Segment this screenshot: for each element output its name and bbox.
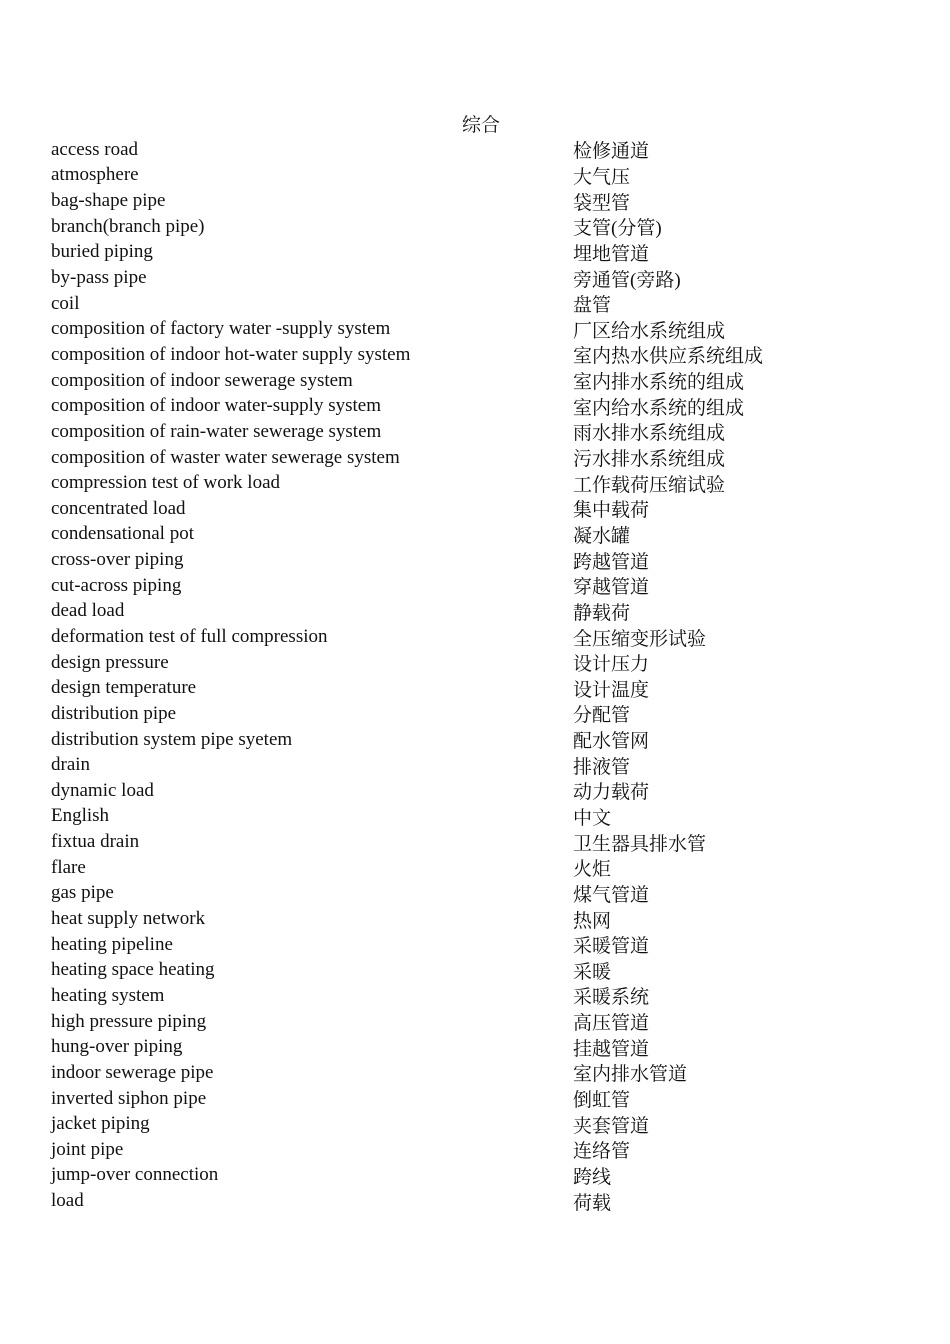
glossary-row xyxy=(51,958,911,984)
chinese-term: 盘管 xyxy=(573,295,612,317)
chinese-term: 采暖 xyxy=(573,961,612,983)
english-term: joint pipe xyxy=(51,1138,124,1160)
english-term: hung-over piping xyxy=(51,1036,183,1058)
glossary-row xyxy=(51,419,911,445)
glossary-row xyxy=(51,188,911,214)
english-term: deformation test of full compression xyxy=(51,625,328,647)
chinese-term: 旁通管(旁路) xyxy=(573,269,681,291)
chinese-term: 跨越管道 xyxy=(573,551,650,573)
chinese-term: 设计压力 xyxy=(573,654,650,676)
page-title: 综合 xyxy=(461,115,500,136)
glossary-row xyxy=(51,1009,911,1035)
glossary-row xyxy=(51,445,911,471)
glossary-list xyxy=(51,137,911,1214)
glossary-row xyxy=(51,1086,911,1112)
chinese-term: 卫生器具排水管 xyxy=(573,833,707,855)
chinese-term: 凝水罐 xyxy=(573,525,631,547)
chinese-term: 煤气管道 xyxy=(573,884,650,906)
chinese-term: 排液管 xyxy=(573,756,631,778)
glossary-row xyxy=(51,624,911,650)
english-term: English xyxy=(51,805,110,827)
chinese-term: 工作载荷压缩试验 xyxy=(573,474,726,496)
glossary-row xyxy=(51,727,911,753)
english-term: branch(branch pipe) xyxy=(51,215,205,237)
english-term: compression test of work load xyxy=(51,472,281,494)
glossary-row xyxy=(51,1163,911,1189)
chinese-term: 倒虹管 xyxy=(573,1090,631,1112)
english-term: composition of indoor hot-water supply system xyxy=(51,343,411,365)
glossary-row xyxy=(51,163,911,189)
english-term: jacket piping xyxy=(51,1113,150,1135)
glossary-row xyxy=(51,547,911,573)
english-term: indoor sewerage pipe xyxy=(51,1061,214,1083)
english-term: cross-over piping xyxy=(51,549,184,571)
chinese-term: 大气压 xyxy=(573,166,631,188)
english-term: design pressure xyxy=(51,651,169,673)
chinese-term: 集中载荷 xyxy=(573,500,650,522)
glossary-row xyxy=(51,1188,911,1214)
chinese-term: 室内排水系统的组成 xyxy=(573,372,745,394)
chinese-term: 袋型管 xyxy=(573,192,631,214)
english-term: heating space heating xyxy=(51,959,215,981)
glossary-row xyxy=(51,496,911,522)
glossary-row xyxy=(51,983,911,1009)
chinese-term: 埋地管道 xyxy=(573,243,650,265)
english-term: condensational pot xyxy=(51,523,194,545)
glossary-row xyxy=(51,1137,911,1163)
chinese-term: 污水排水系统组成 xyxy=(573,449,726,471)
english-term: buried piping xyxy=(51,241,153,263)
english-term: bag-shape pipe xyxy=(51,190,166,212)
english-term: drain xyxy=(51,754,91,776)
glossary-row xyxy=(51,1060,911,1086)
glossary-row xyxy=(51,752,911,778)
chinese-term: 采暖系统 xyxy=(573,987,650,1009)
english-term: coil xyxy=(51,292,80,314)
glossary-row xyxy=(51,1111,911,1137)
english-term: flare xyxy=(51,856,86,878)
chinese-term: 穿越管道 xyxy=(573,577,650,599)
english-term: atmosphere xyxy=(51,164,139,186)
english-term: jump-over connection xyxy=(51,1164,219,1186)
english-term: composition of waster water sewerage system xyxy=(51,446,400,468)
chinese-term: 荷载 xyxy=(573,1192,612,1214)
chinese-term: 夹套管道 xyxy=(573,1115,650,1137)
glossary-row xyxy=(51,804,911,830)
glossary-row xyxy=(51,470,911,496)
chinese-term: 设计温度 xyxy=(573,679,650,701)
english-term: composition of factory water -supply system xyxy=(51,318,391,340)
chinese-term: 采暖管道 xyxy=(573,936,650,958)
english-term: access road xyxy=(51,138,139,160)
glossary-row xyxy=(51,137,911,163)
chinese-term: 连络管 xyxy=(573,1141,631,1163)
glossary-row xyxy=(51,778,911,804)
glossary-row xyxy=(51,599,911,625)
glossary-row xyxy=(51,573,911,599)
english-term: cut-across piping xyxy=(51,574,182,596)
chinese-term: 跨线 xyxy=(573,1166,612,1188)
chinese-term: 高压管道 xyxy=(573,1013,650,1035)
glossary-row xyxy=(51,342,911,368)
english-term: concentrated load xyxy=(51,497,186,519)
glossary-row xyxy=(51,675,911,701)
chinese-term: 室内给水系统的组成 xyxy=(573,397,745,419)
glossary-row xyxy=(51,906,911,932)
english-term: distribution pipe xyxy=(51,702,177,724)
english-term: distribution system pipe syetem xyxy=(51,728,293,750)
english-term: gas pipe xyxy=(51,882,114,904)
english-term: dead load xyxy=(51,600,125,622)
glossary-row xyxy=(51,214,911,240)
english-term: heat supply network xyxy=(51,908,206,930)
english-term: heating pipeline xyxy=(51,933,173,955)
chinese-term: 热网 xyxy=(573,910,612,932)
english-term: dynamic load xyxy=(51,779,154,801)
glossary-row xyxy=(51,1034,911,1060)
english-term: by-pass pipe xyxy=(51,267,147,289)
english-term: high pressure piping xyxy=(51,1010,207,1032)
chinese-term: 配水管网 xyxy=(573,731,650,753)
glossary-row xyxy=(51,881,911,907)
glossary-row xyxy=(51,932,911,958)
chinese-term: 厂区给水系统组成 xyxy=(573,320,726,342)
english-term: composition of indoor water-supply system xyxy=(51,395,381,417)
glossary-row xyxy=(51,316,911,342)
glossary-row xyxy=(51,701,911,727)
english-term: fixtua drain xyxy=(51,831,140,853)
glossary-row xyxy=(51,291,911,317)
glossary-row xyxy=(51,522,911,548)
glossary-row xyxy=(51,240,911,266)
chinese-term: 检修通道 xyxy=(573,141,650,163)
glossary-row xyxy=(51,265,911,291)
chinese-term: 支管(分管) xyxy=(573,218,662,240)
english-term: inverted siphon pipe xyxy=(51,1087,207,1109)
english-term: load xyxy=(51,1190,84,1212)
glossary-row xyxy=(51,650,911,676)
english-term: design temperature xyxy=(51,677,197,699)
chinese-term: 全压缩变形试验 xyxy=(573,628,707,650)
chinese-term: 动力载荷 xyxy=(573,782,650,804)
glossary-row xyxy=(51,829,911,855)
chinese-term: 中文 xyxy=(573,807,612,829)
english-term: heating system xyxy=(51,984,165,1006)
english-term: composition of rain-water sewerage system xyxy=(51,420,382,442)
chinese-term: 雨水排水系统组成 xyxy=(573,423,726,445)
chinese-term: 室内热水供应系统组成 xyxy=(573,346,764,368)
glossary-row xyxy=(51,368,911,394)
chinese-term: 静载荷 xyxy=(573,602,631,624)
chinese-term: 火炬 xyxy=(573,859,612,881)
english-term: composition of indoor sewerage system xyxy=(51,369,353,391)
chinese-term: 分配管 xyxy=(573,705,631,727)
glossary-row xyxy=(51,855,911,881)
chinese-term: 室内排水管道 xyxy=(573,1064,688,1086)
chinese-term: 挂越管道 xyxy=(573,1038,650,1060)
glossary-row xyxy=(51,393,911,419)
